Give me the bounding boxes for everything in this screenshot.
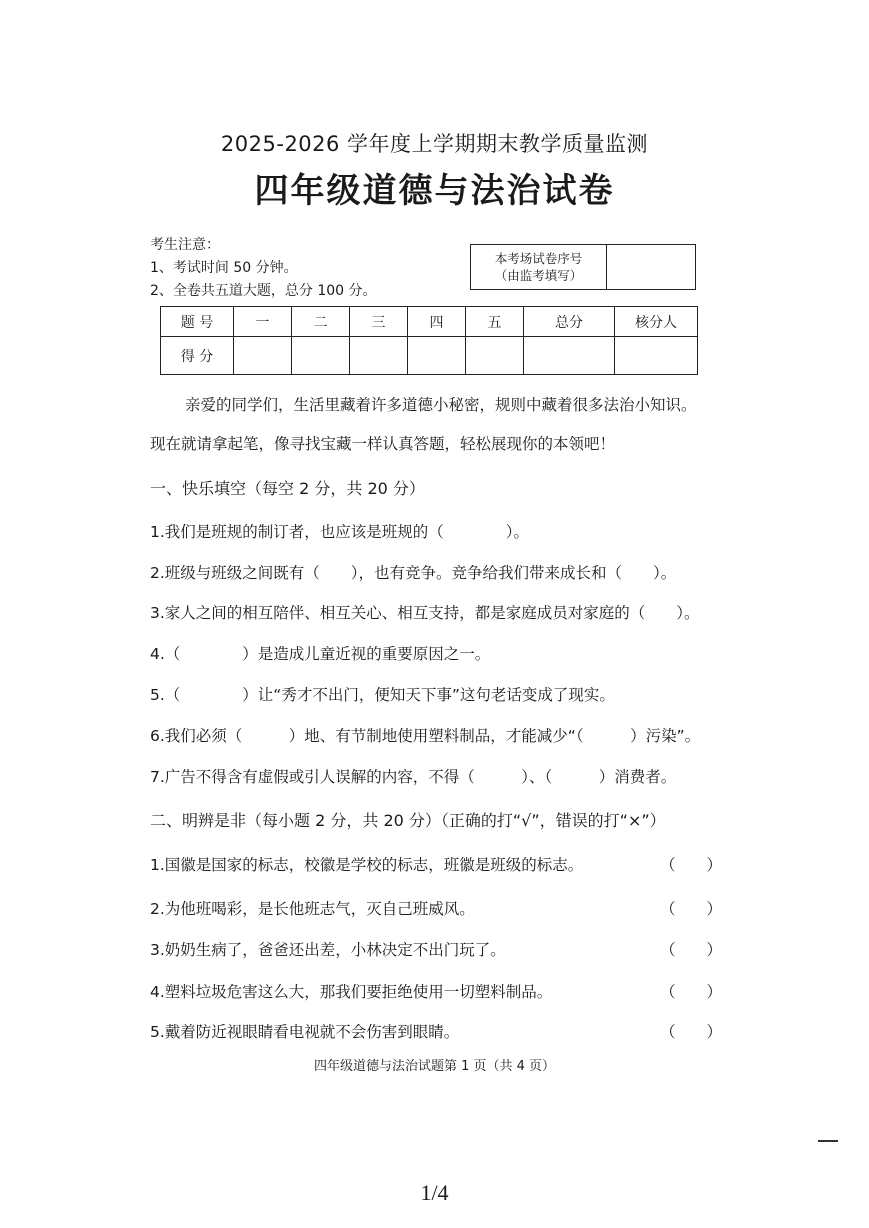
fill-question-2: 2.班级与班级之间既有（ ），也有竞争。竞争给我们带来成长和（ ）。 [150, 564, 677, 582]
fill-question-1: 1.我们是班规的制订者，也应该是班规的（ ）。 [150, 523, 530, 541]
score-table-value-row [161, 337, 698, 375]
seat-number-label [471, 245, 607, 289]
exam-title-line2: 四年级道德与法治试卷 [254, 171, 615, 211]
score-cell[interactable] [615, 337, 698, 375]
fill-question-7: 7.广告不得含有虚假或引人误解的内容，不得（ ）、（ ）消费者。 [150, 768, 677, 786]
judge-question-5: 5.戴着防近视眼睛看电视就不会伤害到眼睛。 [150, 1023, 460, 1041]
fill-question-3: 3.家人之间的相互陪伴、相互关心、相互支持，都是家庭成员对家庭的（ ）。 [150, 604, 700, 622]
judge-answer-4[interactable]: （ ） [660, 983, 723, 1001]
score-cell[interactable] [466, 337, 524, 375]
notice-item-1: 1、考试时间 50 分钟。 [150, 260, 298, 276]
fill-question-5: 5.（ ）让“秀才不出门，便知天下事”这句老话变成了现实。 [150, 686, 615, 704]
notice-heading: 考生注意： [150, 237, 220, 253]
seat-label-line2: （由监考填写） [494, 268, 583, 283]
judge-answer-5[interactable]: （ ） [660, 1023, 723, 1041]
score-cell[interactable] [524, 337, 615, 375]
intro-line-1: 亲爱的同学们，生活里藏着许多道德小秘密，规则中藏着很多法治小知识。 [185, 396, 697, 414]
judge-question-4: 4.塑料垃圾危害这么大，那我们要拒绝使用一切塑料制品。 [150, 983, 553, 1001]
score-header-cell: 三 [350, 307, 408, 337]
fill-question-6: 6.我们必须（ ）地、有节制地使用塑料制品，才能减少“（ ）污染”。 [150, 727, 701, 745]
exam-seat-number-box [470, 244, 696, 290]
score-table [160, 306, 698, 375]
section2-heading: 二、明辨是非（每小题 2 分，共 20 分）（正确的打“√”，错误的打“×”） [150, 811, 666, 830]
judge-question-1: 1.国徽是国家的标志，校徽是学校的标志，班徽是班级的标志。 [150, 856, 584, 874]
seat-label-line1: 本考场试卷序号 [494, 251, 583, 266]
section1-heading: 一、快乐填空（每空 2 分，共 20 分） [150, 479, 425, 498]
notice-item-2: 2、全卷共五道大题，总分 100 分。 [150, 283, 377, 299]
judge-question-2: 2.为他班喝彩，是长他班志气，灭自己班威风。 [150, 900, 475, 918]
judge-answer-1[interactable]: （ ） [660, 856, 723, 874]
score-header-cell: 二 [292, 307, 350, 337]
score-header-cell: 一 [234, 307, 292, 337]
seat-number-field[interactable] [607, 245, 695, 289]
judge-answer-2[interactable]: （ ） [660, 900, 723, 918]
fill-question-4: 4.（ ）是造成儿童近视的重要原因之一。 [150, 645, 491, 663]
score-row-label: 得 分 [161, 337, 234, 375]
score-cell[interactable] [408, 337, 466, 375]
score-header-cell: 四 [408, 307, 466, 337]
score-cell[interactable] [350, 337, 408, 375]
score-cell[interactable] [234, 337, 292, 375]
judge-answer-3[interactable]: （ ） [660, 941, 723, 959]
score-header-cell: 五 [466, 307, 524, 337]
page-footer: 四年级道德与法治试题第 1 页（共 4 页） [313, 1059, 556, 1074]
judge-question-3: 3.奶奶生病了，爸爸还出差，小林决定不出门玩了。 [150, 941, 506, 959]
score-cell[interactable] [292, 337, 350, 375]
score-header-cell: 核分人 [615, 307, 698, 337]
page-number: 1/4 [420, 1180, 449, 1205]
score-table-header-row [161, 307, 698, 337]
exam-title-line1: 2025-2026 学年度上学期期末教学质量监测 [220, 132, 649, 156]
score-header-cell: 题 号 [161, 307, 234, 337]
intro-line-2: 现在就请拿起笔，像寻找宝藏一样认真答题，轻松展现你的本领吧！ [150, 435, 616, 453]
score-header-cell: 总分 [524, 307, 615, 337]
scan-mark [818, 1140, 838, 1142]
